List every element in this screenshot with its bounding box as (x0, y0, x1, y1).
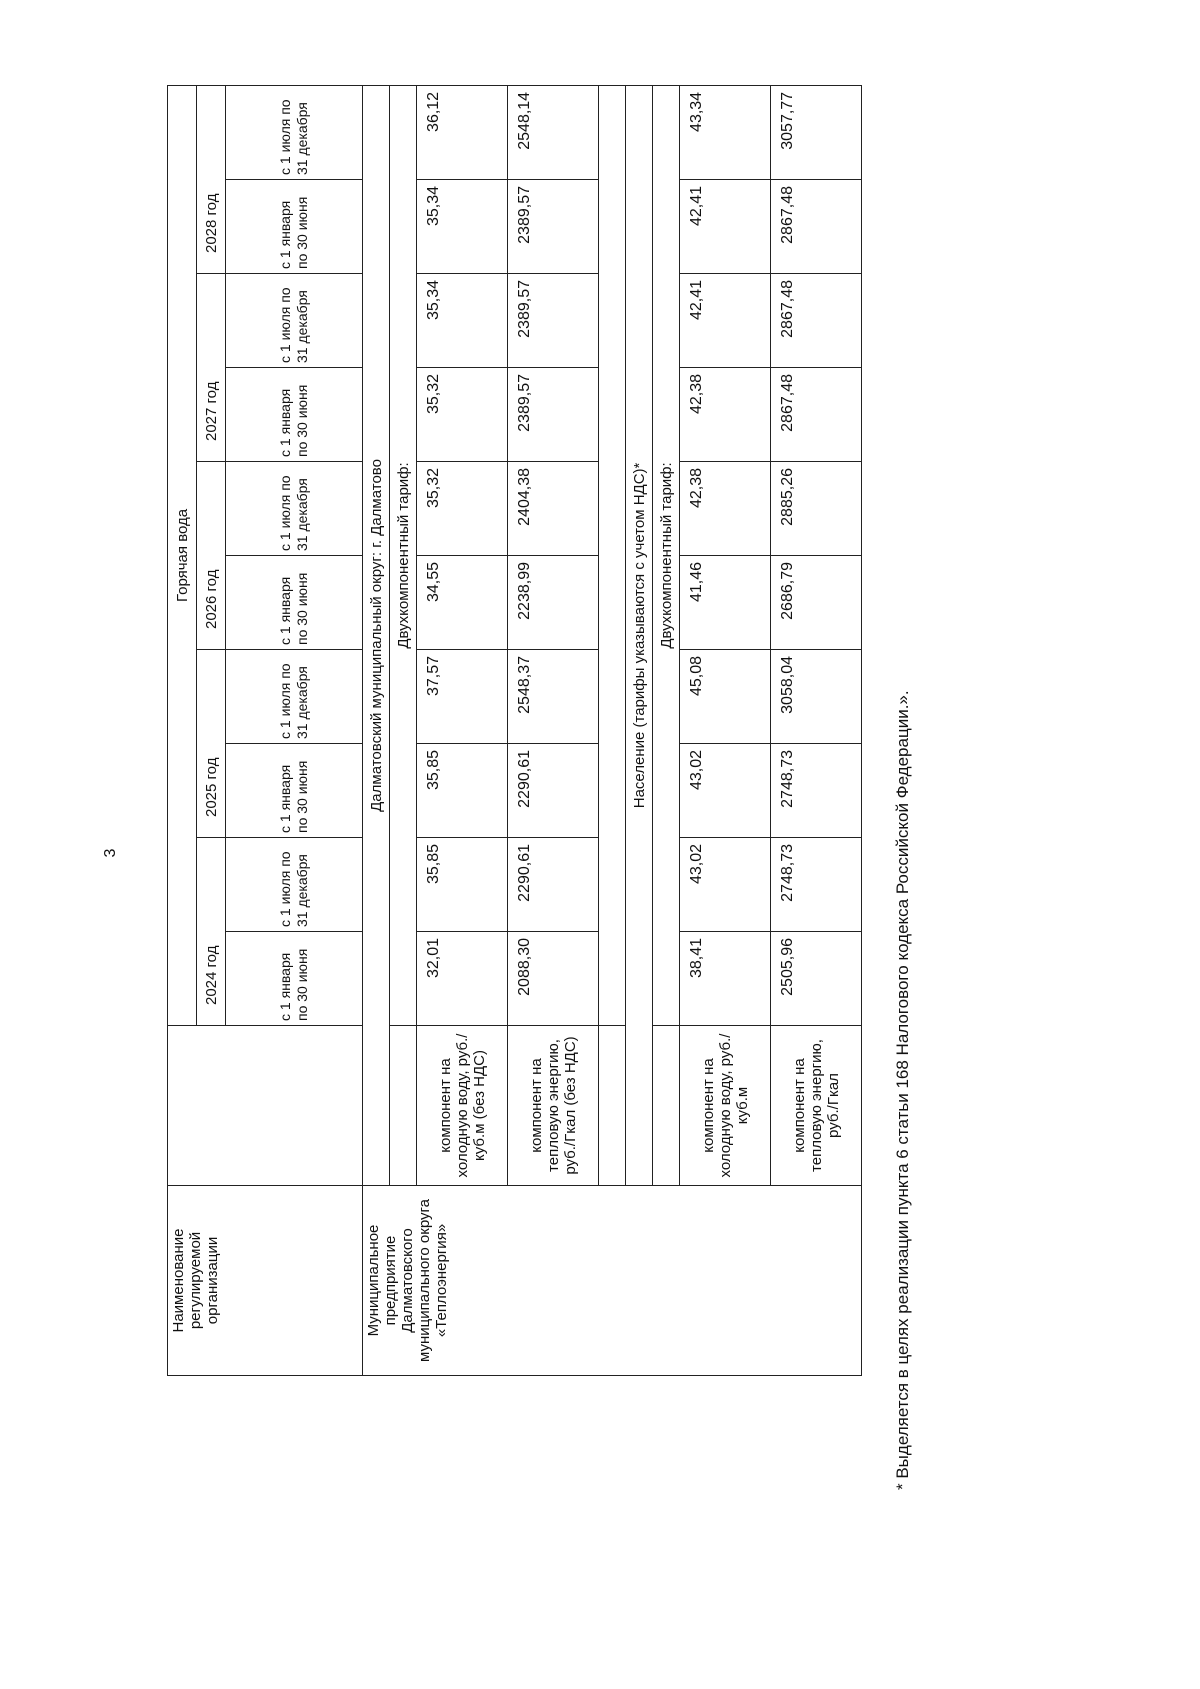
year-header: 2024 год (197, 838, 226, 1026)
value-cell: 3057,77 (771, 85, 862, 179)
year-header: 2027 год (197, 274, 226, 462)
value-cell: 41,46 (680, 556, 771, 650)
empty-cell (599, 1026, 626, 1186)
period-header: с 1 июля по 31 декабря (226, 274, 363, 368)
table-row (508, 85, 599, 1375)
value-cell: 2748,73 (771, 744, 862, 838)
value-cell: 42,38 (680, 368, 771, 462)
value-cell: 35,34 (417, 274, 508, 368)
value-cell: 35,32 (417, 462, 508, 556)
value-cell: 2867,48 (771, 274, 862, 368)
tariff-label-row (390, 85, 417, 1375)
tariff-label-row (653, 85, 680, 1375)
value-cell: 42,41 (680, 274, 771, 368)
population-section: Население (тарифы указываются с учетом НДС)* (626, 85, 653, 1185)
value-cell: 43,34 (680, 85, 771, 179)
value-cell: 35,34 (417, 180, 508, 274)
org-column-header: Наименование регулируемой организации (168, 1186, 363, 1376)
value-cell: 3058,04 (771, 650, 862, 744)
value-cell: 32,01 (417, 932, 508, 1026)
value-cell: 42,38 (680, 462, 771, 556)
period-header: с 1 января по 30 июня (226, 744, 363, 838)
period-header: с 1 июля по 31 декабря (226, 838, 363, 932)
municipality-section: Далматовский муниципальный округ: г. Далматово (363, 85, 390, 1185)
period-header: с 1 июля по 31 декабря (226, 650, 363, 744)
value-cell: 2885,26 (771, 462, 862, 556)
empty-cell (599, 85, 626, 1025)
year-header: 2028 год (197, 85, 226, 273)
tariff-label: Двухкомпонентный тариф: (390, 85, 417, 1025)
year-header: 2025 год (197, 650, 226, 838)
component-column-header (168, 1026, 363, 1186)
period-header: с 1 января по 30 июня (226, 932, 363, 1026)
component-label: компонент на тепловую энергию, руб./Гкал (771, 1026, 862, 1186)
value-cell: 2748,73 (771, 838, 862, 932)
value-cell: 43,02 (680, 838, 771, 932)
value-cell: 35,32 (417, 368, 508, 462)
value-cell: 2548,37 (508, 650, 599, 744)
value-cell: 2389,57 (508, 180, 599, 274)
value-cell: 35,85 (417, 744, 508, 838)
value-cell: 35,85 (417, 838, 508, 932)
section-row (363, 85, 390, 1375)
tariff-table-rotated (167, 86, 847, 1376)
value-cell: 2290,61 (508, 744, 599, 838)
value-cell: 34,55 (417, 556, 508, 650)
empty-cell (653, 1026, 680, 1186)
period-header: с 1 января по 30 июня (226, 556, 363, 650)
value-cell: 36,12 (417, 85, 508, 179)
value-cell: 2389,57 (508, 368, 599, 462)
value-cell: 2088,30 (508, 932, 599, 1026)
period-header: с 1 января по 30 июня (226, 368, 363, 462)
period-header: с 1 июля по 31 декабря (226, 462, 363, 556)
component-label: компонент на холодную воду, руб./куб.м (без НДС) (417, 1026, 508, 1186)
blank-row (599, 85, 626, 1375)
table-row (417, 85, 508, 1375)
period-header: с 1 июля по 31 декабря (226, 85, 363, 179)
empty-cell (390, 1026, 417, 1186)
tariff-table (167, 85, 862, 1376)
footnote: * Выделяется в целях реализации пункта 6 статьи 168 Налогового кодекса Российской Федерации.». (893, 690, 912, 1490)
value-cell: 2548,14 (508, 85, 599, 179)
value-cell: 45,08 (680, 650, 771, 744)
value-cell: 38,41 (680, 932, 771, 1026)
period-header: с 1 января по 30 июня (226, 180, 363, 274)
component-label: компонент на тепловую энергию, руб./Гкал (без НДС) (508, 1026, 599, 1186)
section-row (626, 85, 653, 1375)
value-cell: 42,41 (680, 180, 771, 274)
hot-water-header: Горячая вода (168, 85, 197, 1025)
value-cell: 2238,99 (508, 556, 599, 650)
value-cell: 2290,61 (508, 838, 599, 932)
table-row (680, 85, 771, 1375)
page-number: 3 (102, 848, 119, 858)
value-cell: 43,02 (680, 744, 771, 838)
value-cell: 2686,79 (771, 556, 862, 650)
value-cell: 2867,48 (771, 180, 862, 274)
value-cell: 2505,96 (771, 932, 862, 1026)
header-row-main (168, 85, 197, 1375)
value-cell: 2389,57 (508, 274, 599, 368)
year-header: 2026 год (197, 462, 226, 650)
value-cell: 37,57 (417, 650, 508, 744)
table-row (771, 85, 862, 1375)
value-cell: 2867,48 (771, 368, 862, 462)
component-label: компонент на холодную воду, руб./куб.м (680, 1026, 771, 1186)
organization-name: Муниципальное предприятие Далматовского муниципального округа «Теплоэнергия» (363, 1186, 862, 1376)
tariff-label: Двухкомпонентный тариф: (653, 85, 680, 1025)
value-cell: 2404,38 (508, 462, 599, 556)
